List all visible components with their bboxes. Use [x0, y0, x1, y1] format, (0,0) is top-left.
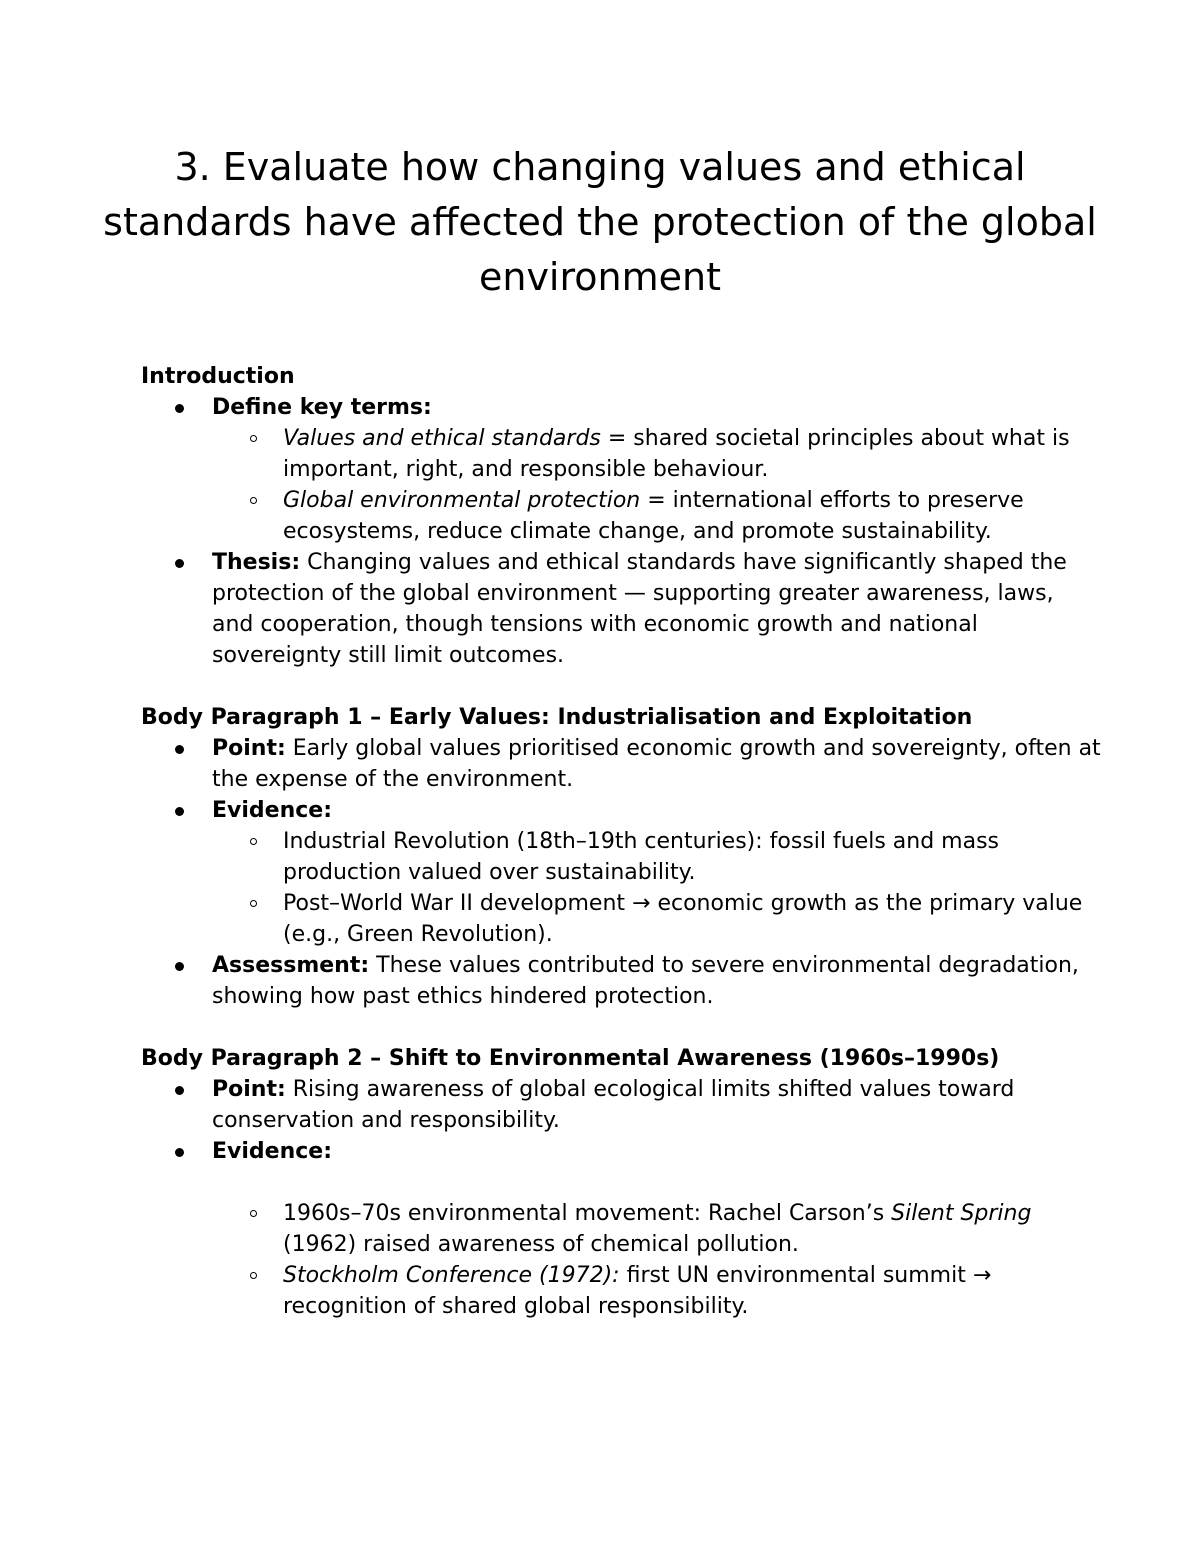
- point-label: Point:: [212, 1077, 286, 1102]
- point-text: Rising awareness of global ecological limits shifted values toward conservation and responsibility.: [212, 1077, 1015, 1133]
- evidence-list: [212, 1198, 1101, 1322]
- list-item: [141, 1074, 1101, 1136]
- document-body: [141, 361, 1101, 1353]
- introduction-section: [141, 361, 1101, 671]
- list-item: [141, 950, 1101, 1012]
- list-item: [212, 423, 1101, 485]
- body-paragraph-1-list: [141, 733, 1101, 1012]
- page-title: 3. Evaluate how changing values and ethical standards have affected the protection of the global environment: [103, 145, 1097, 299]
- body-paragraph-2-section: [141, 1043, 1101, 1322]
- body-paragraph-1-section: [141, 702, 1101, 1012]
- introduction-heading: Introduction: [141, 364, 295, 389]
- body-paragraph-2-list: [141, 1074, 1101, 1322]
- term-values-ethics-definition: = shared societal principles about what is important, right, and responsible behaviour.: [283, 426, 1070, 482]
- list-item: [141, 1136, 1101, 1322]
- list-item: [141, 795, 1101, 950]
- list-item: [212, 485, 1101, 547]
- evidence-list: [212, 826, 1101, 950]
- key-terms-list: [212, 423, 1101, 547]
- list-item: [141, 733, 1101, 795]
- point-text: Early global values prioritised economic growth and sovereignty, often at the expense of the environment.: [212, 736, 1101, 792]
- evidence-label: Evidence:: [212, 1139, 333, 1164]
- book-title: Silent Spring: [891, 1201, 1032, 1226]
- body-paragraph-2-heading: Body Paragraph 2 – Shift to Environmental Awareness (1960s–1990s): [141, 1046, 1000, 1071]
- introduction-list: [141, 392, 1101, 671]
- blank-line: [212, 1167, 1101, 1198]
- evidence-item: Post–World War II development → economic growth as the primary value (e.g., Green Revolution).: [283, 891, 1083, 947]
- list-item: [212, 1198, 1101, 1260]
- evidence-item-prefix: 1960s–70s environmental movement: Rachel Carson’s: [283, 1201, 892, 1226]
- stockholm-conference-label: Stockholm Conference (1972):: [283, 1263, 620, 1288]
- assessment-text: These values contributed to severe environmental degradation, showing how past ethics hindered protection.: [212, 953, 1079, 1009]
- evidence-item: first UN environmental summit → recognition of shared global responsibility.: [283, 1263, 992, 1319]
- evidence-label: Evidence:: [212, 798, 333, 823]
- list-item: [141, 392, 1101, 547]
- list-item: [212, 1260, 1101, 1322]
- evidence-item: Industrial Revolution (18th–19th centuries): fossil fuels and mass production valued over sustainability.: [283, 829, 1000, 885]
- thesis-text: Changing values and ethical standards have significantly shaped the protection of the global environment — supporting greater awareness, laws, and cooperation, though tensions with economic growth and national sovereignty still limit outcomes.: [212, 550, 1067, 668]
- body-paragraph-1-heading: Body Paragraph 1 – Early Values: Industrialisation and Exploitation: [141, 705, 973, 730]
- evidence-item-suffix: (1962) raised awareness of chemical pollution.: [283, 1232, 799, 1257]
- term-global-env-protection-definition: = international efforts to preserve ecosystems, reduce climate change, and promote sustainability.: [283, 488, 1024, 544]
- define-key-terms-label: Define key terms:: [212, 395, 432, 420]
- list-item: [212, 888, 1101, 950]
- term-values-ethics: Values and ethical standards: [283, 426, 601, 451]
- thesis-label: Thesis:: [212, 550, 301, 575]
- list-item: [141, 547, 1101, 671]
- assessment-label: Assessment:: [212, 953, 370, 978]
- point-label: Point:: [212, 736, 286, 761]
- list-item: [212, 826, 1101, 888]
- term-global-env-protection: Global environmental protection: [283, 488, 641, 513]
